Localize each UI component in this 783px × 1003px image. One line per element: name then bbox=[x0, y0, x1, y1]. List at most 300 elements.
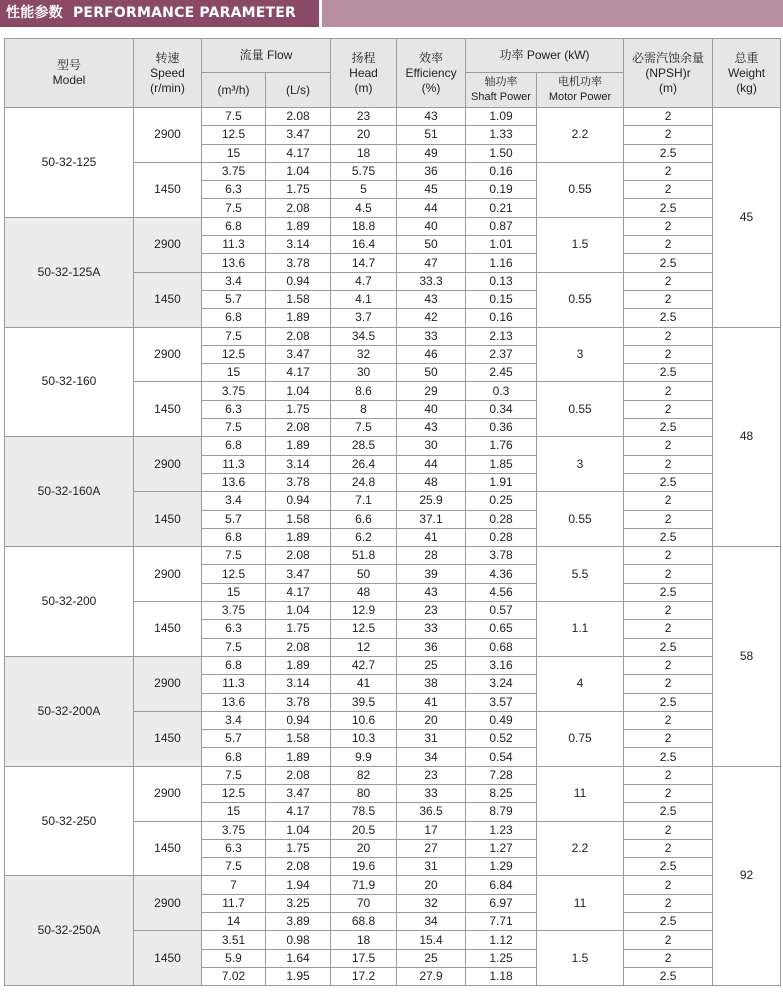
header-model-en: Model bbox=[52, 73, 86, 87]
head-cell: 16.4 bbox=[331, 236, 397, 254]
speed-cell: 2900 bbox=[134, 766, 202, 821]
shaft-power-cell: 0.28 bbox=[466, 528, 537, 546]
npsh-cell: 2 bbox=[624, 711, 713, 729]
flow-ls-cell: 2.08 bbox=[266, 419, 331, 437]
flow-m3h-cell: 13.6 bbox=[202, 693, 266, 711]
flow-m3h-cell: 11.3 bbox=[202, 236, 266, 254]
flow-m3h-cell: 6.3 bbox=[202, 181, 266, 199]
shaft-power-cell: 0.19 bbox=[466, 181, 537, 199]
npsh-cell: 2 bbox=[624, 876, 713, 894]
flow-m3h-cell: 13.6 bbox=[202, 473, 266, 491]
table-row bbox=[5, 656, 781, 674]
npsh-cell: 2.5 bbox=[624, 144, 713, 162]
speed-cell: 1450 bbox=[134, 711, 202, 766]
flow-m3h-cell: 3.75 bbox=[202, 821, 266, 839]
efficiency-cell: 32 bbox=[397, 894, 466, 912]
npsh-cell: 2.5 bbox=[624, 364, 713, 382]
shaft-power-cell: 2.37 bbox=[466, 345, 537, 363]
efficiency-cell: 25 bbox=[397, 949, 466, 967]
shaft-power-cell: 6.97 bbox=[466, 894, 537, 912]
flow-m3h-cell: 5.9 bbox=[202, 949, 266, 967]
efficiency-cell: 20 bbox=[397, 711, 466, 729]
shaft-power-cell: 7.71 bbox=[466, 913, 537, 931]
head-cell: 3.7 bbox=[331, 309, 397, 327]
head-cell: 18.8 bbox=[331, 217, 397, 235]
flow-ls-cell: 3.47 bbox=[266, 784, 331, 802]
shaft-power-cell: 0.52 bbox=[466, 730, 537, 748]
header-npsh-unit: (m) bbox=[659, 80, 678, 95]
efficiency-cell: 25.9 bbox=[397, 492, 466, 510]
flow-m3h-cell: 15 bbox=[202, 583, 266, 601]
efficiency-cell: 23 bbox=[397, 602, 466, 620]
head-cell: 5 bbox=[331, 181, 397, 199]
shaft-power-cell: 8.79 bbox=[466, 803, 537, 821]
flow-ls-cell: 3.47 bbox=[266, 345, 331, 363]
npsh-cell: 2 bbox=[624, 839, 713, 857]
efficiency-cell: 40 bbox=[397, 400, 466, 418]
head-cell: 4.7 bbox=[331, 272, 397, 290]
flow-ls-cell: 1.89 bbox=[266, 528, 331, 546]
model-cell: 50-32-200A bbox=[5, 656, 134, 766]
weight-cell: 48 bbox=[713, 327, 781, 547]
head-cell: 10.3 bbox=[331, 730, 397, 748]
npsh-cell: 2.5 bbox=[624, 748, 713, 766]
flow-ls-cell: 2.08 bbox=[266, 638, 331, 656]
motor-power-cell: 1.5 bbox=[537, 931, 624, 986]
flow-m3h-cell: 12.5 bbox=[202, 345, 266, 363]
efficiency-cell: 38 bbox=[397, 675, 466, 693]
shaft-power-cell: 0.25 bbox=[466, 492, 537, 510]
efficiency-cell: 25 bbox=[397, 656, 466, 674]
flow-ls-cell: 1.95 bbox=[266, 967, 331, 985]
flow-m3h-cell: 5.7 bbox=[202, 730, 266, 748]
section-title bbox=[0, 0, 319, 27]
efficiency-cell: 36.5 bbox=[397, 803, 466, 821]
flow-m3h-cell: 3.75 bbox=[202, 382, 266, 400]
header-efficiency bbox=[397, 39, 466, 108]
head-cell: 71.9 bbox=[331, 876, 397, 894]
head-cell: 20.5 bbox=[331, 821, 397, 839]
shaft-power-cell: 0.13 bbox=[466, 272, 537, 290]
model-cell: 50-32-200 bbox=[5, 547, 134, 657]
head-cell: 18 bbox=[331, 931, 397, 949]
npsh-cell: 2 bbox=[624, 894, 713, 912]
table-row bbox=[5, 876, 781, 894]
efficiency-cell: 43 bbox=[397, 290, 466, 308]
flow-m3h-cell: 6.8 bbox=[202, 656, 266, 674]
head-cell: 14.7 bbox=[331, 254, 397, 272]
flow-m3h-cell: 7.5 bbox=[202, 858, 266, 876]
efficiency-cell: 37.1 bbox=[397, 510, 466, 528]
head-cell: 28.5 bbox=[331, 437, 397, 455]
efficiency-cell: 43 bbox=[397, 583, 466, 601]
head-cell: 12.5 bbox=[331, 620, 397, 638]
flow-m3h-cell: 7.5 bbox=[202, 327, 266, 345]
flow-m3h-cell: 7.02 bbox=[202, 967, 266, 985]
head-cell: 7.5 bbox=[331, 419, 397, 437]
efficiency-cell: 45 bbox=[397, 181, 466, 199]
flow-m3h-cell: 3.51 bbox=[202, 931, 266, 949]
flow-ls-cell: 2.08 bbox=[266, 547, 331, 565]
npsh-cell: 2 bbox=[624, 345, 713, 363]
head-cell: 5.75 bbox=[331, 162, 397, 180]
header-motor-power-cn: 电机功率 bbox=[558, 76, 603, 88]
npsh-cell: 2.5 bbox=[624, 693, 713, 711]
flow-m3h-cell: 11.3 bbox=[202, 675, 266, 693]
efficiency-cell: 41 bbox=[397, 528, 466, 546]
table-row bbox=[5, 766, 781, 784]
title-bar-fill bbox=[322, 0, 783, 27]
shaft-power-cell: 3.24 bbox=[466, 675, 537, 693]
header-npsh bbox=[624, 39, 713, 108]
header-motor-power-en: Motor Power bbox=[548, 91, 612, 103]
flow-ls-cell: 2.08 bbox=[266, 327, 331, 345]
flow-m3h-cell: 15 bbox=[202, 364, 266, 382]
motor-power-cell: 2.2 bbox=[537, 108, 624, 163]
flow-ls-cell: 4.17 bbox=[266, 803, 331, 821]
head-cell: 17.5 bbox=[331, 949, 397, 967]
head-cell: 9.9 bbox=[331, 748, 397, 766]
flow-m3h-cell: 15 bbox=[202, 144, 266, 162]
shaft-power-cell: 2.45 bbox=[466, 364, 537, 382]
motor-power-cell: 0.55 bbox=[537, 492, 624, 547]
flow-ls-cell: 1.89 bbox=[266, 656, 331, 674]
efficiency-cell: 33.3 bbox=[397, 272, 466, 290]
efficiency-cell: 50 bbox=[397, 236, 466, 254]
head-cell: 7.1 bbox=[331, 492, 397, 510]
flow-m3h-cell: 14 bbox=[202, 913, 266, 931]
header-speed bbox=[134, 39, 202, 108]
header-efficiency-cn: 效率 bbox=[419, 50, 444, 65]
table-row bbox=[5, 437, 781, 455]
npsh-cell: 2 bbox=[624, 108, 713, 126]
shaft-power-cell: 1.25 bbox=[466, 949, 537, 967]
efficiency-cell: 31 bbox=[397, 858, 466, 876]
motor-power-cell: 5.5 bbox=[537, 547, 624, 602]
flow-m3h-cell: 3.4 bbox=[202, 711, 266, 729]
npsh-cell: 2.5 bbox=[624, 473, 713, 491]
flow-m3h-cell: 7.5 bbox=[202, 108, 266, 126]
shaft-power-cell: 2.13 bbox=[466, 327, 537, 345]
npsh-cell: 2 bbox=[624, 510, 713, 528]
flow-m3h-cell: 11.7 bbox=[202, 894, 266, 912]
npsh-cell: 2.5 bbox=[624, 583, 713, 601]
efficiency-cell: 27.9 bbox=[397, 967, 466, 985]
shaft-power-cell: 1.16 bbox=[466, 254, 537, 272]
head-cell: 6.6 bbox=[331, 510, 397, 528]
shaft-power-cell: 0.68 bbox=[466, 638, 537, 656]
efficiency-cell: 41 bbox=[397, 693, 466, 711]
head-cell: 78.5 bbox=[331, 803, 397, 821]
flow-ls-cell: 1.04 bbox=[266, 382, 331, 400]
shaft-power-cell: 4.56 bbox=[466, 583, 537, 601]
flow-m3h-cell: 12.5 bbox=[202, 565, 266, 583]
flow-m3h-cell: 6.8 bbox=[202, 309, 266, 327]
header-npsh-cn: 必需汽蚀余量 bbox=[632, 50, 705, 65]
motor-power-cell: 4 bbox=[537, 656, 624, 711]
efficiency-cell: 46 bbox=[397, 345, 466, 363]
shaft-power-cell: 0.34 bbox=[466, 400, 537, 418]
flow-m3h-cell: 7.5 bbox=[202, 199, 266, 217]
header-speed-en: Speed bbox=[150, 65, 185, 80]
efficiency-cell: 33 bbox=[397, 784, 466, 802]
flow-m3h-cell: 6.3 bbox=[202, 400, 266, 418]
model-cell: 50-32-125 bbox=[5, 108, 134, 218]
speed-cell: 1450 bbox=[134, 602, 202, 657]
flow-m3h-cell: 12.5 bbox=[202, 126, 266, 144]
efficiency-cell: 51 bbox=[397, 126, 466, 144]
efficiency-cell: 23 bbox=[397, 766, 466, 784]
flow-m3h-cell: 7.5 bbox=[202, 547, 266, 565]
model-cell: 50-32-250 bbox=[5, 766, 134, 876]
shaft-power-cell: 1.01 bbox=[466, 236, 537, 254]
npsh-cell: 2 bbox=[624, 437, 713, 455]
flow-m3h-cell: 3.4 bbox=[202, 272, 266, 290]
header-efficiency-en: Efficiency bbox=[405, 65, 457, 80]
shaft-power-cell: 0.54 bbox=[466, 748, 537, 766]
efficiency-cell: 42 bbox=[397, 309, 466, 327]
head-cell: 20 bbox=[331, 126, 397, 144]
flow-ls-cell: 1.04 bbox=[266, 821, 331, 839]
head-cell: 4.1 bbox=[331, 290, 397, 308]
section-title-cn: 性能参数 bbox=[6, 5, 63, 21]
motor-power-cell: 1.1 bbox=[537, 602, 624, 657]
header-weight bbox=[713, 39, 781, 108]
efficiency-cell: 15.4 bbox=[397, 931, 466, 949]
speed-cell: 2900 bbox=[134, 217, 202, 272]
shaft-power-cell: 3.57 bbox=[466, 693, 537, 711]
flow-ls-cell: 4.17 bbox=[266, 144, 331, 162]
efficiency-cell: 31 bbox=[397, 730, 466, 748]
npsh-cell: 2 bbox=[624, 949, 713, 967]
header-weight-cn: 总重 bbox=[734, 50, 759, 65]
shaft-power-cell: 1.09 bbox=[466, 108, 537, 126]
header-shaft-power-cn: 轴功率 bbox=[484, 76, 518, 88]
header-efficiency-unit: (%) bbox=[421, 80, 441, 95]
head-cell: 18 bbox=[331, 144, 397, 162]
npsh-cell: 2.5 bbox=[624, 638, 713, 656]
header-motor-power bbox=[537, 73, 624, 108]
head-cell: 6.2 bbox=[331, 528, 397, 546]
speed-cell: 2900 bbox=[134, 437, 202, 492]
flow-ls-cell: 1.89 bbox=[266, 309, 331, 327]
flow-ls-cell: 1.58 bbox=[266, 730, 331, 748]
flow-ls-cell: 3.14 bbox=[266, 675, 331, 693]
npsh-cell: 2.5 bbox=[624, 913, 713, 931]
flow-m3h-cell: 11.3 bbox=[202, 455, 266, 473]
shaft-power-cell: 0.28 bbox=[466, 510, 537, 528]
section-title-en: PERFORMANCE PARAMETER bbox=[72, 5, 297, 21]
head-cell: 48 bbox=[331, 583, 397, 601]
flow-ls-cell: 0.94 bbox=[266, 492, 331, 510]
motor-power-cell: 0.55 bbox=[537, 272, 624, 327]
header-model-cn: 型号 bbox=[56, 58, 81, 72]
motor-power-cell: 1.5 bbox=[537, 217, 624, 272]
header-speed-cn: 转速 bbox=[155, 50, 180, 65]
shaft-power-cell: 1.76 bbox=[466, 437, 537, 455]
npsh-cell: 2.5 bbox=[624, 528, 713, 546]
efficiency-cell: 47 bbox=[397, 254, 466, 272]
npsh-cell: 2 bbox=[624, 272, 713, 290]
header-flow-ls: (L/s) bbox=[266, 73, 331, 108]
flow-ls-cell: 1.89 bbox=[266, 217, 331, 235]
npsh-cell: 2 bbox=[624, 675, 713, 693]
model-cell: 50-32-250A bbox=[5, 876, 134, 986]
shaft-power-cell: 0.21 bbox=[466, 199, 537, 217]
flow-m3h-cell: 6.3 bbox=[202, 839, 266, 857]
speed-cell: 2900 bbox=[134, 327, 202, 382]
shaft-power-cell: 3.16 bbox=[466, 656, 537, 674]
flow-ls-cell: 2.08 bbox=[266, 766, 331, 784]
flow-ls-cell: 4.17 bbox=[266, 583, 331, 601]
efficiency-cell: 27 bbox=[397, 839, 466, 857]
flow-ls-cell: 2.08 bbox=[266, 199, 331, 217]
npsh-cell: 2 bbox=[624, 162, 713, 180]
flow-m3h-cell: 13.6 bbox=[202, 254, 266, 272]
shaft-power-cell: 1.27 bbox=[466, 839, 537, 857]
shaft-power-cell: 1.50 bbox=[466, 144, 537, 162]
head-cell: 39.5 bbox=[331, 693, 397, 711]
header-head-unit: (m) bbox=[354, 80, 373, 95]
table-row bbox=[5, 108, 781, 126]
npsh-cell: 2.5 bbox=[624, 254, 713, 272]
shaft-power-cell: 3.78 bbox=[466, 547, 537, 565]
table-row bbox=[5, 327, 781, 345]
speed-cell: 1450 bbox=[134, 382, 202, 437]
flow-m3h-cell: 6.3 bbox=[202, 620, 266, 638]
table-body bbox=[5, 108, 781, 986]
header-weight-unit: (kg) bbox=[736, 80, 757, 95]
flow-m3h-cell: 3.75 bbox=[202, 602, 266, 620]
npsh-cell: 2 bbox=[624, 931, 713, 949]
head-cell: 41 bbox=[331, 675, 397, 693]
flow-m3h-cell: 12.5 bbox=[202, 784, 266, 802]
model-cell: 50-32-160 bbox=[5, 327, 134, 437]
shaft-power-cell: 0.49 bbox=[466, 711, 537, 729]
shaft-power-cell: 1.18 bbox=[466, 967, 537, 985]
header-flow: 流量 Flow bbox=[202, 39, 331, 73]
flow-m3h-cell: 6.8 bbox=[202, 528, 266, 546]
flow-ls-cell: 1.75 bbox=[266, 620, 331, 638]
model-cell: 50-32-160A bbox=[5, 437, 134, 547]
flow-ls-cell: 0.94 bbox=[266, 711, 331, 729]
head-cell: 23 bbox=[331, 108, 397, 126]
flow-m3h-cell: 6.8 bbox=[202, 217, 266, 235]
flow-ls-cell: 1.58 bbox=[266, 510, 331, 528]
head-cell: 12 bbox=[331, 638, 397, 656]
flow-ls-cell: 2.08 bbox=[266, 858, 331, 876]
shaft-power-cell: 0.15 bbox=[466, 290, 537, 308]
efficiency-cell: 28 bbox=[397, 547, 466, 565]
flow-m3h-cell: 7.5 bbox=[202, 638, 266, 656]
shaft-power-cell: 0.3 bbox=[466, 382, 537, 400]
efficiency-cell: 43 bbox=[397, 419, 466, 437]
flow-m3h-cell: 7.5 bbox=[202, 419, 266, 437]
head-cell: 82 bbox=[331, 766, 397, 784]
shaft-power-cell: 0.65 bbox=[466, 620, 537, 638]
npsh-cell: 2.5 bbox=[624, 309, 713, 327]
flow-m3h-cell: 7.5 bbox=[202, 766, 266, 784]
motor-power-cell: 0.55 bbox=[537, 382, 624, 437]
speed-cell: 2900 bbox=[134, 547, 202, 602]
flow-ls-cell: 3.25 bbox=[266, 894, 331, 912]
head-cell: 8.6 bbox=[331, 382, 397, 400]
head-cell: 34.5 bbox=[331, 327, 397, 345]
npsh-cell: 2 bbox=[624, 236, 713, 254]
flow-ls-cell: 3.47 bbox=[266, 565, 331, 583]
efficiency-cell: 44 bbox=[397, 455, 466, 473]
npsh-cell: 2.5 bbox=[624, 967, 713, 985]
head-cell: 42.7 bbox=[331, 656, 397, 674]
flow-m3h-cell: 5.7 bbox=[202, 290, 266, 308]
npsh-cell: 2 bbox=[624, 327, 713, 345]
flow-ls-cell: 1.04 bbox=[266, 162, 331, 180]
flow-ls-cell: 4.17 bbox=[266, 364, 331, 382]
flow-ls-cell: 3.78 bbox=[266, 473, 331, 491]
head-cell: 51.8 bbox=[331, 547, 397, 565]
speed-cell: 2900 bbox=[134, 656, 202, 711]
flow-m3h-cell: 6.8 bbox=[202, 748, 266, 766]
flow-ls-cell: 1.94 bbox=[266, 876, 331, 894]
motor-power-cell: 0.55 bbox=[537, 162, 624, 217]
head-cell: 10.6 bbox=[331, 711, 397, 729]
npsh-cell: 2 bbox=[624, 602, 713, 620]
flow-ls-cell: 1.89 bbox=[266, 748, 331, 766]
head-cell: 70 bbox=[331, 894, 397, 912]
npsh-cell: 2 bbox=[624, 547, 713, 565]
head-cell: 24.8 bbox=[331, 473, 397, 491]
flow-ls-cell: 1.75 bbox=[266, 400, 331, 418]
flow-ls-cell: 1.64 bbox=[266, 949, 331, 967]
efficiency-cell: 50 bbox=[397, 364, 466, 382]
npsh-cell: 2 bbox=[624, 766, 713, 784]
header-npsh-en: (NPSH)r bbox=[645, 65, 691, 80]
motor-power-cell: 3 bbox=[537, 327, 624, 382]
flow-ls-cell: 1.58 bbox=[266, 290, 331, 308]
head-cell: 4.5 bbox=[331, 199, 397, 217]
motor-power-cell: 11 bbox=[537, 766, 624, 821]
flow-ls-cell: 2.08 bbox=[266, 108, 331, 126]
flow-ls-cell: 3.78 bbox=[266, 693, 331, 711]
head-cell: 68.8 bbox=[331, 913, 397, 931]
efficiency-cell: 33 bbox=[397, 620, 466, 638]
efficiency-cell: 30 bbox=[397, 437, 466, 455]
shaft-power-cell: 0.87 bbox=[466, 217, 537, 235]
speed-cell: 1450 bbox=[134, 492, 202, 547]
npsh-cell: 2 bbox=[624, 126, 713, 144]
head-cell: 8 bbox=[331, 400, 397, 418]
table-row bbox=[5, 217, 781, 235]
performance-table bbox=[4, 38, 781, 986]
motor-power-cell: 3 bbox=[537, 437, 624, 492]
efficiency-cell: 33 bbox=[397, 327, 466, 345]
weight-cell: 92 bbox=[713, 766, 781, 986]
shaft-power-cell: 0.16 bbox=[466, 162, 537, 180]
head-cell: 80 bbox=[331, 784, 397, 802]
shaft-power-cell: 1.23 bbox=[466, 821, 537, 839]
npsh-cell: 2 bbox=[624, 620, 713, 638]
efficiency-cell: 40 bbox=[397, 217, 466, 235]
head-cell: 26.4 bbox=[331, 455, 397, 473]
weight-cell: 58 bbox=[713, 547, 781, 767]
header-shaft-power-en: Shaft Power bbox=[471, 91, 531, 103]
npsh-cell: 2 bbox=[624, 455, 713, 473]
npsh-cell: 2.5 bbox=[624, 858, 713, 876]
efficiency-cell: 17 bbox=[397, 821, 466, 839]
header-head-en: Head bbox=[349, 65, 378, 80]
efficiency-cell: 29 bbox=[397, 382, 466, 400]
efficiency-cell: 36 bbox=[397, 638, 466, 656]
